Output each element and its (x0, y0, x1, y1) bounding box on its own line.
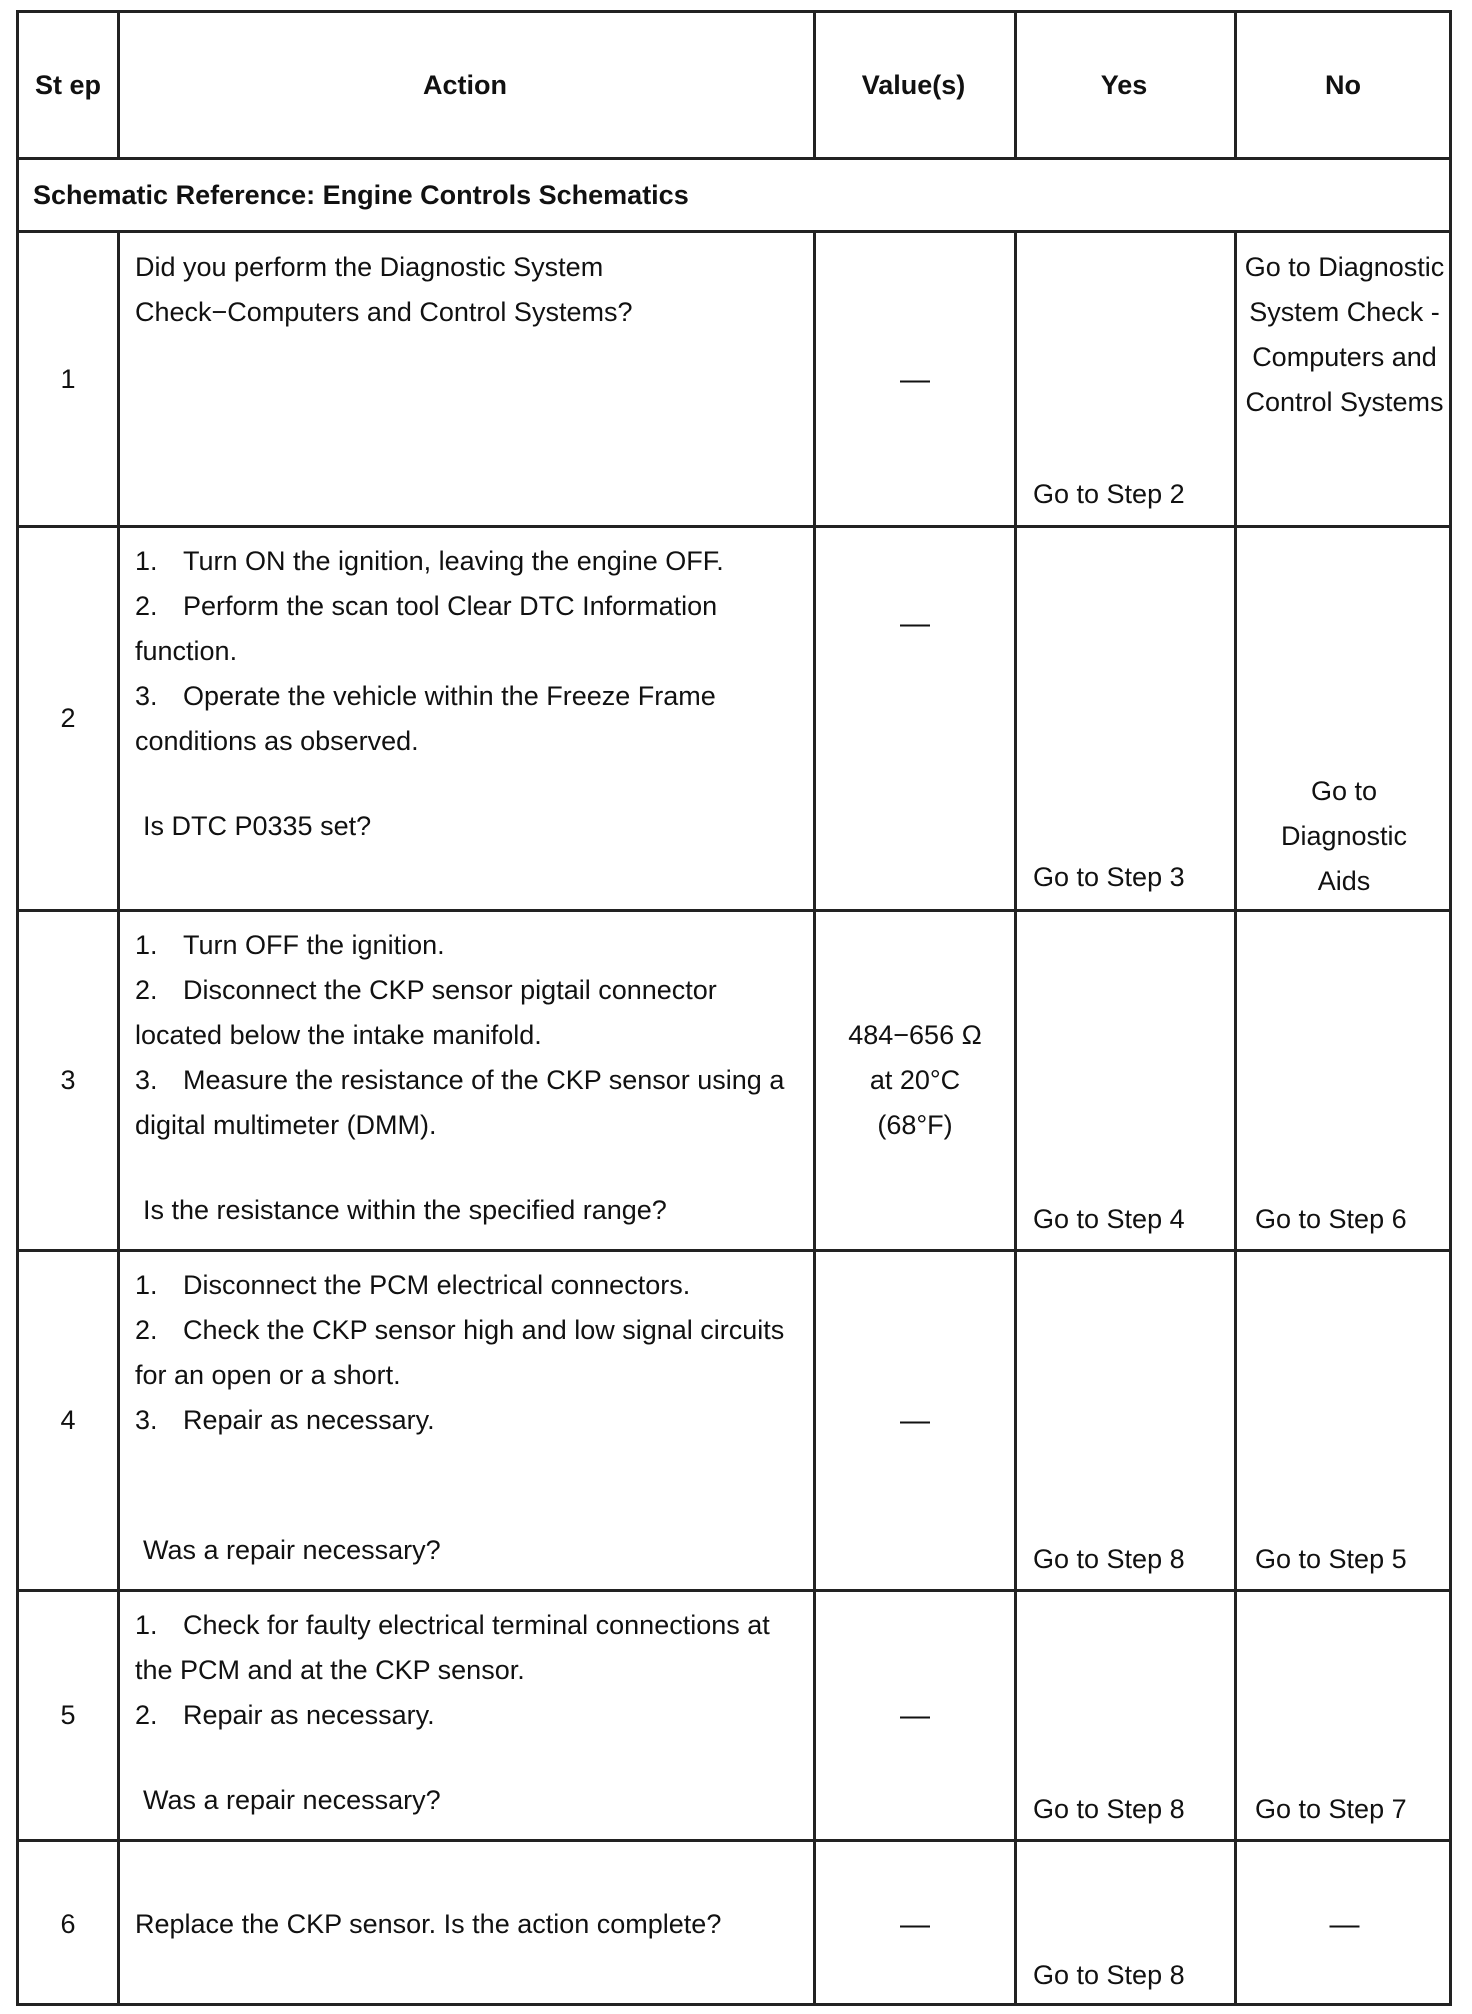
no-cell: Go to Step 6 (1255, 1204, 1407, 1234)
value-line: at 20°C (869, 1065, 961, 1095)
value-cell: — (900, 1907, 930, 1941)
action-intro: Did you perform the Diagnostic System Check−Computers and Control Systems? (135, 252, 633, 327)
list-item: 2. Disconnect the CKP sensor pigtail connector located below the intake manifold. (135, 975, 717, 1050)
header-step: St ep (34, 70, 101, 100)
yes-cell: Go to Step 3 (1033, 862, 1185, 892)
action-text (135, 245, 795, 515)
value-cell: — (900, 1404, 930, 1437)
yes-cell: Go to Step 4 (1033, 1204, 1185, 1234)
no-cell: Go to Step 7 (1255, 1794, 1407, 1824)
header-no: No (1325, 70, 1361, 100)
action-text (135, 1263, 805, 1581)
action-steps (135, 539, 795, 764)
header-action: Action (423, 70, 507, 100)
list-item: 2. Repair as necessary. (135, 1700, 435, 1730)
action-steps (135, 1603, 805, 1738)
column-divider (117, 230, 120, 2006)
action-question: Is DTC P0335 set? (143, 811, 372, 841)
list-item: 1. Check for faulty electrical terminal connections at the PCM and at the CKP sensor. (135, 1610, 770, 1685)
yes-cell: Go to Step 8 (1033, 1544, 1185, 1574)
header-values: Value(s) (861, 70, 966, 100)
action-steps (135, 1263, 805, 1443)
column-divider (1014, 230, 1017, 2006)
action-question: Is the resistance within the specified range? (143, 1195, 667, 1225)
step-number: 1 (60, 363, 76, 394)
action-question: Was a repair necessary? (143, 1535, 441, 1565)
no-cell: Go to Diagnostic Aids (1280, 776, 1408, 896)
list-item: 1. Turn OFF the ignition. (135, 930, 445, 960)
value-cell (816, 1013, 1014, 1153)
yes-cell: Go to Step 2 (1033, 479, 1185, 509)
step-number: 6 (60, 1908, 76, 1939)
value-cell: — (900, 606, 930, 640)
list-item: 3. Operate the vehicle within the Freeze Frame conditions as observed. (135, 681, 716, 756)
action-steps (135, 923, 805, 1148)
action-text (135, 923, 805, 1241)
no-cell: — (1329, 1907, 1360, 1941)
list-item: 1. Turn ON the ignition, leaving the engine OFF. (135, 546, 724, 576)
header-yes: Yes (1100, 70, 1148, 100)
step-number: 2 (60, 703, 76, 733)
value-line: (68°F) (877, 1110, 953, 1140)
list-item: 2. Perform the scan tool Clear DTC Information function. (135, 591, 718, 666)
yes-cell: Go to Step 8 (1033, 1794, 1185, 1824)
no-cell: Go to Diagnostic System Check - Computers and Control Systems (1244, 252, 1445, 417)
step-number: 5 (60, 1700, 76, 1730)
action-text (135, 1603, 805, 1833)
step-number: 4 (60, 1405, 76, 1435)
list-item: 3. Repair as necessary. (135, 1405, 435, 1435)
value-line: 484−656 Ω (848, 1020, 982, 1050)
schematic-reference: Schematic Reference: Engine Controls Schematics (33, 179, 689, 210)
value-cell: — (900, 362, 930, 396)
action-intro: Replace the CKP sensor. Is the action complete? (135, 1908, 722, 1939)
no-cell: Go to Step 5 (1255, 1544, 1407, 1574)
diagnostic-table (16, 10, 1452, 2006)
list-item: 1. Disconnect the PCM electrical connectors. (135, 1270, 691, 1300)
list-item: 2. Check the CKP sensor high and low signal circuits for an open or a short. (135, 1315, 785, 1390)
value-cell: — (900, 1699, 930, 1732)
list-item: 3. Measure the resistance of the CKP sensor using a digital multimeter (DMM). (135, 1065, 785, 1140)
action-text (135, 539, 795, 901)
step-number: 3 (60, 1065, 76, 1095)
yes-cell: Go to Step 8 (1033, 1960, 1185, 1990)
action-question: Was a repair necessary? (143, 1785, 441, 1815)
action-text (135, 1842, 805, 2006)
